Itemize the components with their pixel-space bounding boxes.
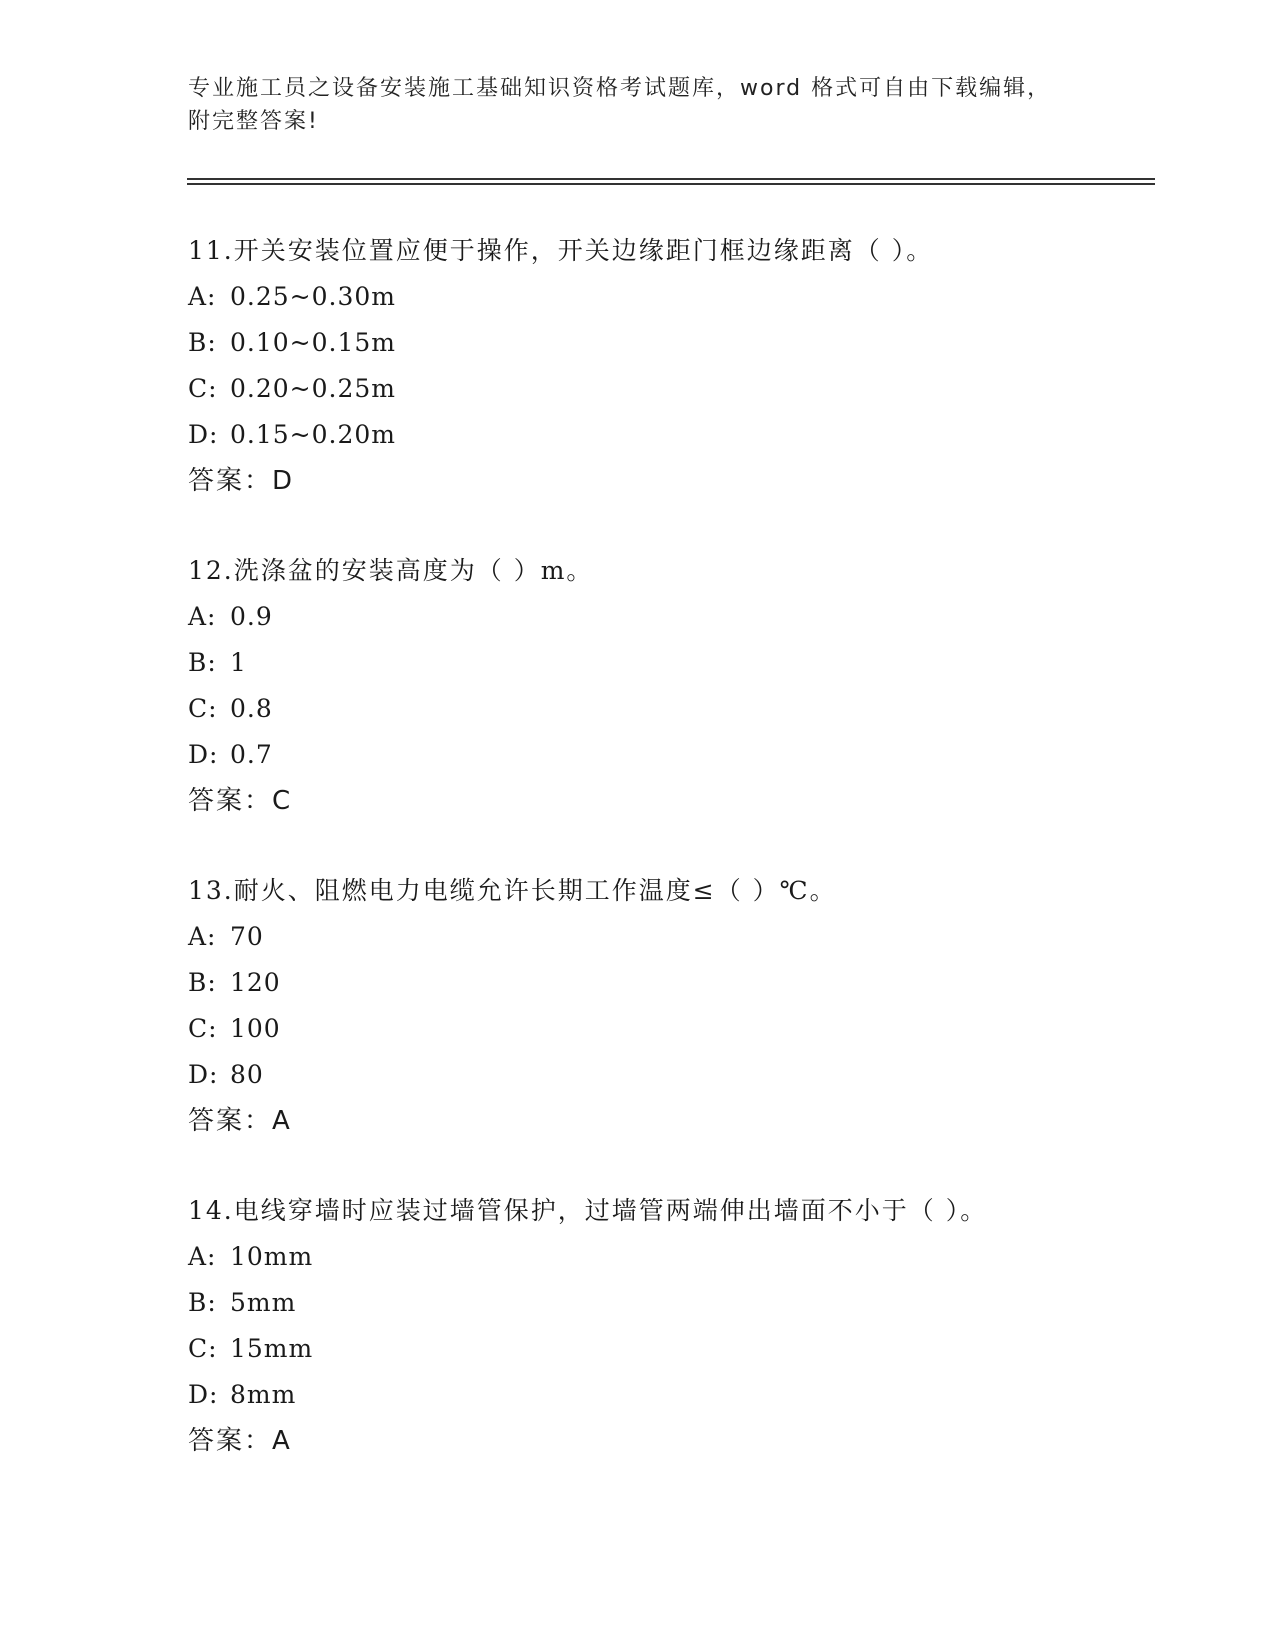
option-letter: B:	[188, 968, 217, 997]
option-text: 0.15~0.20m	[230, 420, 396, 449]
option-a	[188, 594, 1188, 640]
question-12	[188, 548, 1188, 824]
option-letter: C:	[188, 1014, 218, 1043]
option-d	[188, 732, 1188, 778]
question-stem: 12.洗涤盆的安装高度为（ ）m。	[188, 556, 594, 585]
option-text: 8mm	[230, 1380, 297, 1409]
option-a	[188, 914, 1188, 960]
option-c	[188, 686, 1188, 732]
header-line-1: 专业施工员之设备安装施工基础知识资格考试题库，word 格式可自由下载编辑，	[188, 76, 1052, 101]
answer-line: 答案：D	[188, 466, 295, 496]
option-letter: A:	[188, 922, 217, 951]
option-d	[188, 1372, 1188, 1418]
question-stem: 11.开关安装位置应便于操作，开关边缘距门框边缘距离（ ）。	[188, 236, 934, 265]
option-text: 70	[230, 922, 264, 951]
document-header	[188, 72, 1088, 138]
option-text: 15mm	[230, 1334, 314, 1363]
option-b	[188, 1280, 1188, 1326]
option-c	[188, 366, 1188, 412]
question-stem: 13.耐火、阻燃电力电缆允许长期工作温度≤（ ）℃。	[188, 876, 837, 905]
option-letter: B:	[188, 1288, 217, 1317]
option-letter: A:	[188, 602, 217, 631]
answer-line: 答案：C	[188, 786, 293, 816]
header-divider-top	[187, 178, 1155, 180]
question-stem: 14.电线穿墙时应装过墙管保护，过墙管两端伸出墙面不小于（ ）。	[188, 1196, 988, 1225]
option-text: 5mm	[230, 1288, 297, 1317]
option-text: 0.20~0.25m	[230, 374, 396, 403]
option-letter: A:	[188, 1242, 217, 1271]
option-a	[188, 1234, 1188, 1280]
option-letter: D:	[188, 1060, 219, 1089]
answer-line: 答案：A	[188, 1106, 292, 1136]
option-d	[188, 1052, 1188, 1098]
option-b	[188, 640, 1188, 686]
option-text: 1	[230, 648, 247, 677]
option-letter: B:	[188, 328, 217, 357]
option-d	[188, 412, 1188, 458]
option-letter: C:	[188, 694, 218, 723]
option-b	[188, 320, 1188, 366]
option-c	[188, 1326, 1188, 1372]
option-text: 120	[230, 968, 281, 997]
option-letter: C:	[188, 374, 218, 403]
option-c	[188, 1006, 1188, 1052]
option-letter: C:	[188, 1334, 218, 1363]
option-a	[188, 274, 1188, 320]
option-text: 100	[230, 1014, 281, 1043]
option-letter: B:	[188, 648, 217, 677]
header-line-2: 附完整答案!	[188, 109, 319, 134]
option-letter: D:	[188, 1380, 219, 1409]
option-letter: D:	[188, 420, 219, 449]
option-text: 0.8	[230, 694, 273, 723]
option-text: 0.7	[230, 740, 273, 769]
option-letter: D:	[188, 740, 219, 769]
option-text: 10mm	[230, 1242, 314, 1271]
option-b	[188, 960, 1188, 1006]
option-text: 0.25~0.30m	[230, 282, 396, 311]
header-divider-bottom	[187, 183, 1155, 185]
question-11	[188, 228, 1188, 504]
question-14	[188, 1188, 1188, 1464]
question-13	[188, 868, 1188, 1144]
option-text: 0.9	[230, 602, 273, 631]
option-letter: A:	[188, 282, 217, 311]
option-text: 80	[230, 1060, 264, 1089]
option-text: 0.10~0.15m	[230, 328, 396, 357]
answer-line: 答案：A	[188, 1426, 292, 1456]
